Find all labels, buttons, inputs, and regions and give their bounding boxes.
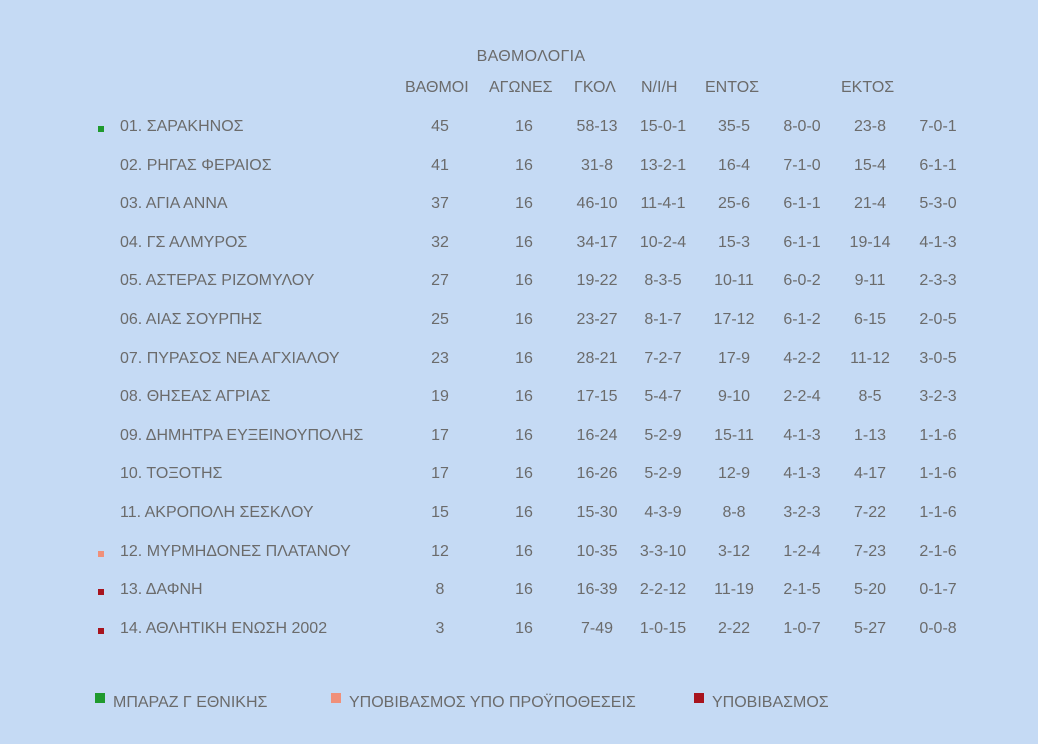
cell-away-goals: 8-5 — [858, 388, 882, 406]
cell-games: 16 — [515, 426, 533, 444]
cell-wdl: 2-2-12 — [639, 581, 687, 599]
team-name: 11. ΑΚΡΟΠΟΛΗ ΣΕΣΚΛΟΥ — [120, 504, 314, 521]
legend-label: ΜΠΑΡΑΖ Γ ΕΘΝΙΚΗΣ — [113, 694, 268, 711]
cell-games: 16 — [515, 504, 533, 521]
cell-games: 16 — [515, 272, 533, 290]
cell-wdl: 5-2-9 — [644, 426, 682, 444]
cell-points: 8 — [435, 581, 445, 599]
cell-away-goals: 7-23 — [853, 542, 887, 560]
table-row — [0, 504, 1038, 528]
cell-away-goals: 23-8 — [853, 118, 887, 135]
cell-wdl: 4-3-9 — [644, 504, 682, 521]
cell-points: 45 — [431, 118, 449, 135]
cell-away-wdl: 4-1-3 — [919, 233, 957, 251]
cell-games: 16 — [515, 581, 533, 599]
header-points: ΒΑΘΜΟΙ — [405, 79, 469, 96]
cell-away-wdl: 1-1-6 — [919, 504, 957, 521]
cell-wdl: 1-0-15 — [639, 619, 687, 637]
cell-games: 16 — [515, 619, 533, 637]
team-name: 03. ΑΓΙΑ ΑΝΝΑ — [120, 195, 228, 213]
team-name: 05. ΑΣΤΕΡΑΣ ΡΙΖΟΜΥΛΟΥ — [120, 272, 315, 290]
cell-away-wdl: 7-0-1 — [919, 118, 957, 135]
cell-home-wdl: 4-2-2 — [783, 349, 821, 367]
legend-swatch-conditional — [331, 693, 341, 703]
cell-points: 12 — [431, 542, 449, 560]
status-marker-promotion — [98, 126, 104, 132]
cell-home-wdl: 6-0-2 — [783, 272, 821, 290]
cell-wdl: 3-3-10 — [639, 542, 687, 560]
cell-home-wdl: 1-0-7 — [783, 619, 821, 637]
table-row — [0, 465, 1038, 489]
header-games: ΑΓΩΝΕΣ — [489, 79, 553, 96]
cell-points: 41 — [431, 156, 449, 174]
cell-home-wdl: 3-2-3 — [783, 504, 821, 521]
cell-games: 16 — [515, 349, 533, 367]
cell-away-goals: 5-27 — [853, 619, 887, 637]
legend-item-conditional — [331, 693, 636, 712]
cell-goals: 58-13 — [576, 118, 618, 135]
table-row — [0, 427, 1038, 451]
legend-item-promotion — [95, 693, 267, 712]
team-name: 12. ΜΥΡΜΗΔΟΝΕΣ ΠΛΑΤΑΝΟΥ — [120, 542, 351, 560]
cell-goals: 23-27 — [576, 311, 618, 328]
table-row — [0, 581, 1038, 605]
cell-home-goals: 8-8 — [722, 504, 746, 521]
legend-swatch-relegation — [694, 693, 704, 703]
cell-home-goals: 15-11 — [714, 426, 754, 444]
cell-away-wdl: 5-3-0 — [919, 195, 957, 213]
team-name: 02. ΡΗΓΑΣ ΦΕΡΑΙΟΣ — [120, 156, 272, 174]
cell-home-goals: 3-12 — [717, 542, 751, 560]
header-wdl: Ν/Ι/Η — [641, 79, 678, 96]
cell-points: 25 — [431, 311, 449, 328]
cell-points: 32 — [431, 233, 449, 251]
cell-points: 19 — [431, 388, 449, 406]
cell-wdl: 11-4-1 — [640, 195, 686, 213]
cell-games: 16 — [515, 118, 533, 135]
cell-home-wdl: 7-1-0 — [783, 156, 821, 174]
table-row — [0, 311, 1038, 335]
team-name: 13. ΔΑΦΝΗ — [120, 581, 203, 599]
status-marker-relegation — [98, 589, 104, 595]
cell-home-goals: 12-9 — [717, 465, 751, 483]
cell-away-wdl: 6-1-1 — [919, 156, 957, 174]
cell-games: 16 — [515, 388, 533, 406]
cell-goals: 10-35 — [576, 542, 618, 560]
cell-home-goals: 2-22 — [717, 619, 751, 637]
cell-points: 23 — [431, 349, 449, 367]
cell-away-wdl: 2-0-5 — [919, 311, 957, 328]
cell-away-wdl: 1-1-6 — [919, 426, 957, 444]
cell-points: 17 — [431, 426, 449, 444]
cell-away-goals: 6-15 — [853, 311, 887, 328]
cell-away-wdl: 3-2-3 — [919, 388, 957, 406]
team-name: 06. ΑΙΑΣ ΣΟΥΡΠΗΣ — [120, 311, 263, 328]
cell-games: 16 — [515, 156, 533, 174]
cell-goals: 31-8 — [580, 156, 614, 174]
cell-goals: 46-10 — [576, 195, 618, 213]
cell-home-wdl: 4-1-3 — [783, 426, 821, 444]
cell-home-wdl: 2-1-5 — [783, 581, 821, 599]
cell-home-wdl: 6-1-2 — [783, 311, 821, 328]
cell-home-goals: 16-4 — [717, 156, 751, 174]
cell-home-wdl: 2-2-4 — [783, 388, 821, 406]
legend-item-relegation — [694, 693, 829, 712]
team-name: 04. ΓΣ ΑΛΜΥΡΟΣ — [120, 233, 248, 251]
cell-goals: 16-24 — [576, 426, 618, 444]
cell-goals: 34-17 — [576, 233, 618, 251]
cell-games: 16 — [515, 195, 533, 213]
cell-games: 16 — [515, 233, 533, 251]
cell-away-goals: 11-12 — [850, 349, 890, 367]
cell-home-goals: 35-5 — [717, 118, 751, 135]
legend-label: ΥΠΟΒΙΒΑΣΜΟΣ — [712, 694, 829, 711]
team-name: 09. ΔΗΜΗΤΡΑ ΕΥΞΕΙΝΟΥΠΟΛΗΣ — [120, 426, 364, 444]
cell-goals: 7-49 — [580, 619, 614, 637]
cell-goals: 16-39 — [576, 581, 618, 599]
cell-wdl: 7-2-7 — [644, 349, 682, 367]
cell-home-goals: 25-6 — [717, 195, 751, 213]
cell-away-goals: 21-4 — [853, 195, 887, 213]
cell-wdl: 10-2-4 — [639, 233, 687, 251]
cell-games: 16 — [515, 542, 533, 560]
table-row — [0, 543, 1038, 567]
cell-goals: 19-22 — [576, 272, 618, 290]
cell-away-wdl: 1-1-6 — [919, 465, 957, 483]
cell-away-goals: 4-17 — [853, 465, 887, 483]
cell-wdl: 5-2-9 — [644, 465, 682, 483]
team-name: 01. ΣΑΡΑΚΗΝΟΣ — [120, 118, 244, 135]
table-row — [0, 157, 1038, 181]
header-away: ΕΚΤΟΣ — [841, 79, 895, 96]
cell-goals: 16-26 — [576, 465, 618, 483]
cell-games: 16 — [515, 465, 533, 483]
team-name: 07. ΠΥΡΑΣΟΣ ΝΕΑ ΑΓΧΙΑΛΟΥ — [120, 349, 340, 367]
cell-away-wdl: 0-1-7 — [919, 581, 957, 599]
cell-away-wdl: 0-0-8 — [919, 619, 957, 637]
cell-away-goals: 9-11 — [854, 272, 886, 290]
cell-points: 15 — [431, 504, 449, 521]
cell-home-wdl: 6-1-1 — [783, 195, 821, 213]
cell-home-wdl: 6-1-1 — [783, 233, 821, 251]
table-row — [0, 118, 1038, 142]
team-name: 14. ΑΘΛΗΤΙΚΗ ΕΝΩΣΗ 2002 — [120, 619, 328, 637]
cell-wdl: 15-0-1 — [639, 118, 687, 135]
cell-away-wdl: 2-3-3 — [919, 272, 957, 290]
status-marker-relegation — [98, 628, 104, 634]
table-row — [0, 388, 1038, 412]
table-row — [0, 620, 1038, 644]
cell-home-wdl: 4-1-3 — [783, 465, 821, 483]
cell-points: 3 — [435, 619, 445, 637]
header-goals: ΓΚΟΛ — [574, 79, 616, 96]
cell-home-goals: 15-3 — [717, 233, 751, 251]
cell-wdl: 8-3-5 — [644, 272, 682, 290]
cell-points: 37 — [431, 195, 449, 213]
cell-home-goals: 10-11 — [714, 272, 754, 290]
cell-away-goals: 19-14 — [849, 233, 891, 251]
cell-away-goals: 15-4 — [853, 156, 887, 174]
cell-wdl: 8-1-7 — [644, 311, 682, 328]
cell-away-goals: 1-13 — [853, 426, 887, 444]
legend-swatch-promotion — [95, 693, 105, 703]
cell-home-goals: 17-9 — [717, 349, 751, 367]
status-marker-conditional — [98, 551, 104, 557]
cell-home-wdl: 8-0-0 — [783, 118, 821, 135]
cell-points: 17 — [431, 465, 449, 483]
cell-away-goals: 7-22 — [853, 504, 887, 521]
cell-points: 27 — [431, 272, 449, 290]
table-row — [0, 272, 1038, 296]
legend — [0, 693, 1038, 717]
cell-goals: 17-15 — [576, 388, 618, 406]
cell-away-goals: 5-20 — [853, 581, 887, 599]
cell-away-wdl: 3-0-5 — [919, 349, 957, 367]
cell-home-wdl: 1-2-4 — [783, 542, 821, 560]
table-row — [0, 234, 1038, 258]
table-title: ΒΑΘΜΟΛΟΓΙΑ — [476, 48, 586, 65]
cell-games: 16 — [515, 311, 533, 328]
cell-goals: 15-30 — [576, 504, 618, 521]
legend-label: ΥΠΟΒΙΒΑΣΜΟΣ ΥΠΟ ΠΡΟΫΠΟΘΕΣΕΙΣ — [349, 694, 636, 711]
cell-goals: 28-21 — [576, 349, 618, 367]
team-name: 08. ΘΗΣΕΑΣ ΑΓΡΙΑΣ — [120, 388, 271, 406]
cell-home-goals: 17-12 — [713, 311, 755, 328]
cell-wdl: 13-2-1 — [639, 156, 687, 174]
cell-wdl: 5-4-7 — [644, 388, 682, 406]
team-name: 10. ΤΟΞΟΤΗΣ — [120, 465, 223, 483]
cell-home-goals: 11-19 — [714, 581, 754, 599]
cell-home-goals: 9-10 — [717, 388, 751, 406]
table-row — [0, 195, 1038, 219]
cell-away-wdl: 2-1-6 — [919, 542, 957, 560]
header-home: ΕΝΤΟΣ — [705, 79, 760, 96]
table-row — [0, 350, 1038, 374]
